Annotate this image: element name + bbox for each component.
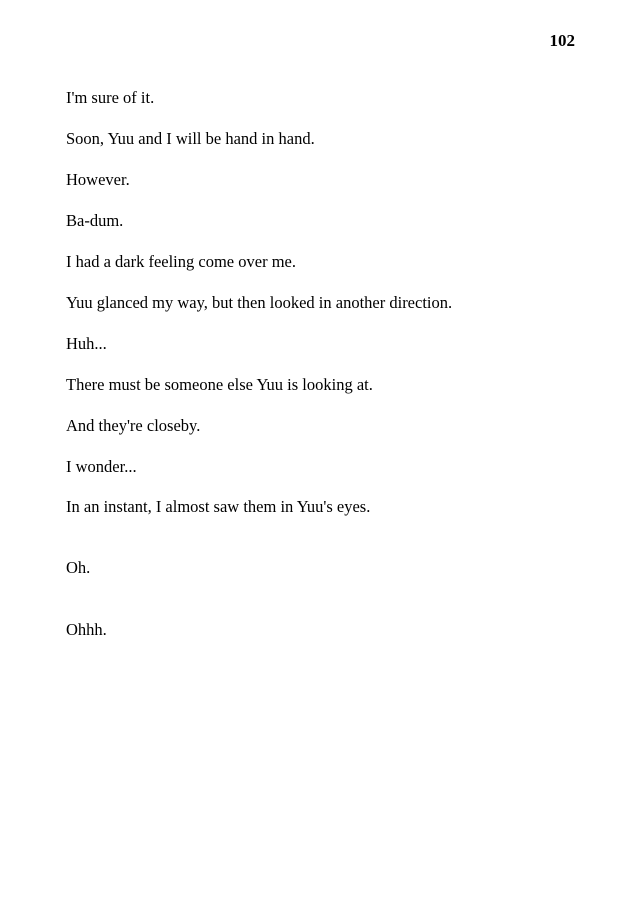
- text-line: Yuu glanced my way, but then looked in another direction.: [66, 293, 453, 312]
- text-line: In an instant, I almost saw them in Yuu's eyes.: [66, 497, 371, 516]
- text-line: There must be someone else Yuu is looking at.: [66, 375, 373, 394]
- text-line: Huh...: [66, 334, 107, 353]
- text-line: However.: [66, 170, 130, 189]
- text-line: I had a dark feeling come over me.: [66, 252, 296, 271]
- text-line: Soon, Yuu and I will be hand in hand.: [66, 129, 315, 148]
- text-line: I'm sure of it.: [66, 88, 155, 107]
- text-line: Ohhh.: [66, 620, 107, 639]
- text-line: Ba-dum.: [66, 211, 124, 230]
- text-line: Oh.: [66, 558, 91, 577]
- text-line: I wonder...: [66, 457, 137, 476]
- page-number: 102: [549, 31, 575, 50]
- text-line: And they're closeby.: [66, 416, 201, 435]
